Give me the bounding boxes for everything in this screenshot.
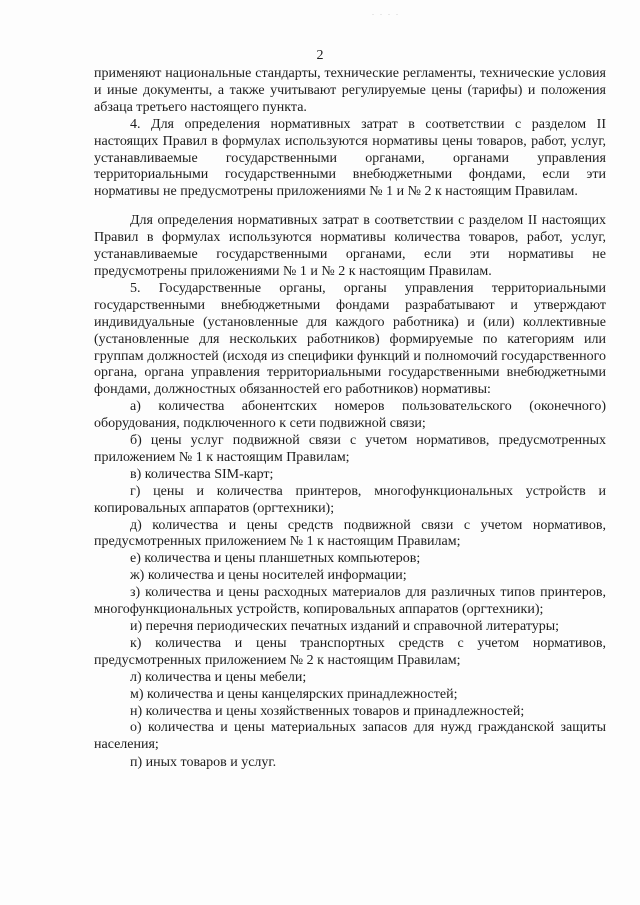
list-item: д) количества и цены средств подвижной связи с учетом нормативов, предусмотренных приложением № 1 к настоящим Правилам; xyxy=(94,517,606,550)
list-item: г) цены и количества принтеров, многофункциональных устройств и копировальных аппаратов (оргтехники); xyxy=(94,483,606,516)
page-number: 2 xyxy=(316,48,324,63)
list-item: и) перечня периодических печатных изданий и справочной литературы; xyxy=(130,619,560,634)
paragraph: применяют национальные стандарты, технические регламенты, технические условия и иные документы, а также учитывают регулируемые цены (тарифы) и положения абзаца третьего настоящего пункта. xyxy=(94,66,606,115)
list-item: з) количества и цены расходных материалов для различных типов принтеров, многофункциональных устройств, копировальных аппаратов (оргтехники); xyxy=(94,585,606,618)
list-item: о) количества и цены материальных запасов для нужд гражданской защиты населения; xyxy=(94,720,606,753)
list-item: б) цены услуг подвижной связи с учетом нормативов, предусмотренных приложением № 1 к настоящим Правилам; xyxy=(94,433,606,465)
list-item: а) количества абонентских номеров пользовательского (оконечного) оборудования, подключенного к сети подвижной связи; xyxy=(94,399,606,432)
list-item: е) количества и цены планшетных компьютеров; xyxy=(130,551,421,567)
paragraph: 5. Государственные органы, органы управления территориальными государственными внебюджетными фондами разрабатывают и утверждают индивидуальные (установленные для каждого работника) и (или) коллективные (установленные для нескольких работников) формируемые по категориям или группам должностей (исходя из специфики функций и полномочий государственного органа, органа управления территориальными государственными внебюджетными фондами, должностных обязанностей его работников) нормативы: xyxy=(94,280,606,398)
scan-artifact: . . . . xyxy=(372,8,400,17)
list-item: ж) количества и цены носителей информации; xyxy=(130,568,407,584)
list-item: м) количества и цены канцелярских принадлежностей; xyxy=(130,686,458,702)
paragraph: Для определения нормативных затрат в соответствии с разделом II настоящих Правил в формулах используются нормативы количества товаров, работ, услуг, устанавливаемые государственными органами, если эти нормативы не предусмотрены приложениями № 1 и № 2 к настоящим Правилам. xyxy=(94,213,606,279)
list-item: в) количества SIM-карт; xyxy=(130,466,274,482)
list-item: к) количества и цены транспортных средств с учетом нормативов, предусмотренных приложением № 2 к настоящим Правилам; xyxy=(94,635,606,668)
list-item: н) количества и цены хозяйственных товаров и принадлежностей; xyxy=(130,703,525,719)
list-item: л) количества и цены мебели; xyxy=(130,669,307,685)
document-body xyxy=(94,66,606,772)
list-item: п) иных товаров и услуг. xyxy=(130,755,277,771)
paragraph: 4. Для определения нормативных затрат в соответствии с разделом II настоящих Правил в формулах используются нормативы цены товаров, работ, услуг, устанавливаемые государственными органами, органами управления территориальными государственными внебюджетными фондами, если эти нормативы не предусмотрены приложениями № 1 и № 2 к настоящим Правилам. xyxy=(94,116,606,200)
